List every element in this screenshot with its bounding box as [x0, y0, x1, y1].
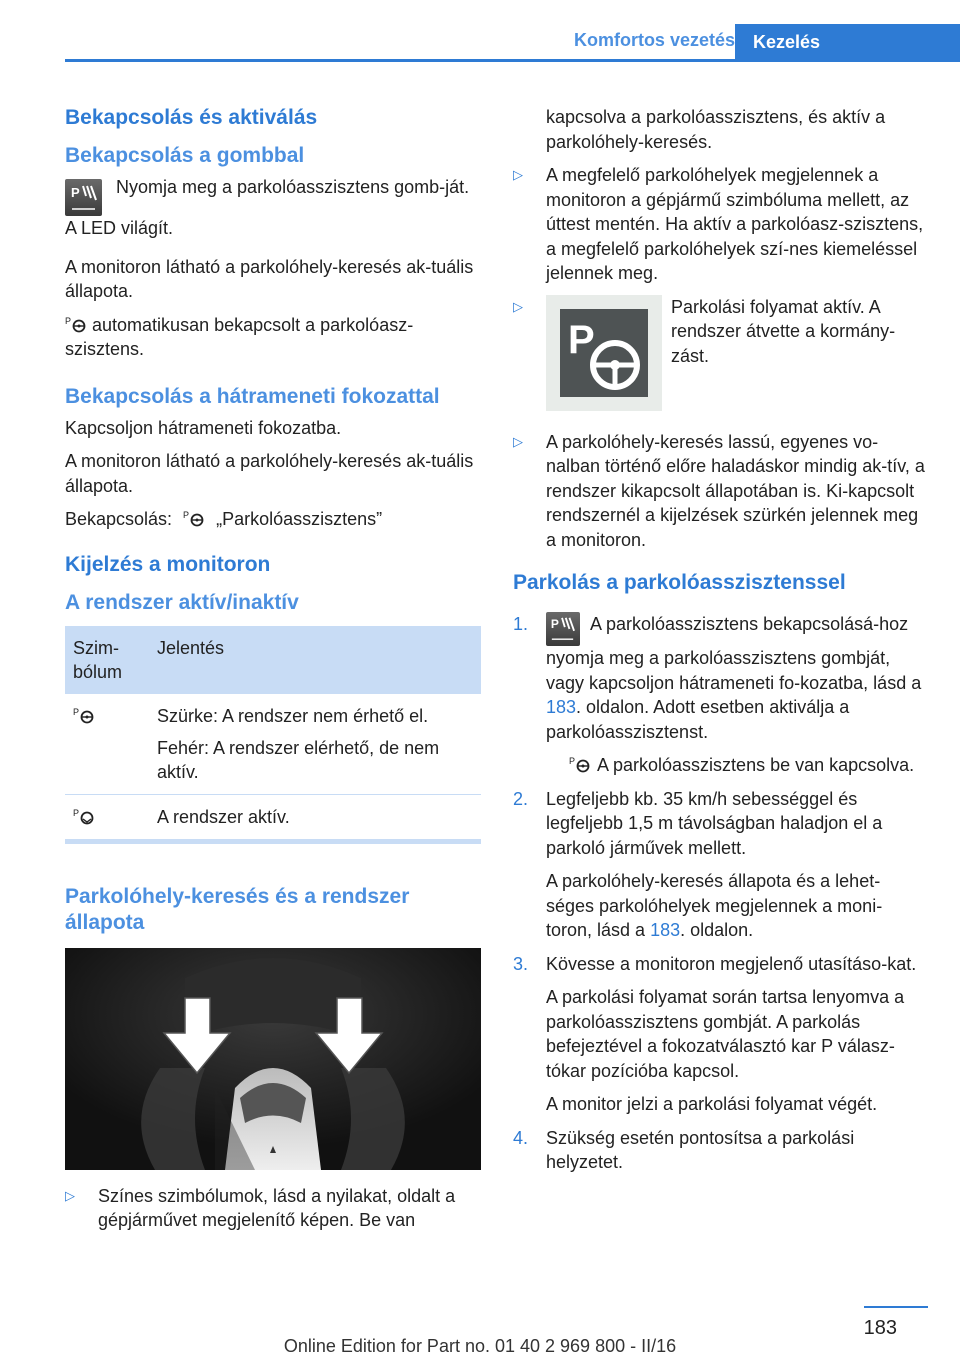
step-4 [513, 1126, 928, 1175]
monitor-status-text: A monitoron látható a parkolóhely-keresés ak-tuális állapota. [65, 256, 474, 301]
step-1-text-a: A parkolóasszisztens bekapcsolásá-hoz nyomja meg a parkolóasszisztens gombját, vagy kapcsoljon hátrameneti fo-kozatba, lásd a [546, 614, 922, 693]
steps-list [513, 612, 928, 1175]
edition-footer: Online Edition for Part no. 01 40 2 969 800 - II/16 [283, 1336, 677, 1356]
park-steering-symbol-icon [65, 315, 87, 333]
switch-on-paragraph [65, 507, 481, 532]
list-item: ▷ Színes szimbólumok, lásd a nyilakat, oldalt a gépjárművet megjelenítő képen. Be van [65, 1184, 481, 1233]
park-assist-button-icon [546, 612, 580, 646]
step-number: 3. [513, 953, 529, 974]
park-active-symbol-icon [73, 807, 95, 825]
step-1 [513, 612, 928, 778]
bullet-list-left [65, 1184, 481, 1233]
auto-on-paragraph [65, 313, 481, 362]
table-header-symbol: Szim-bólum [65, 626, 149, 694]
table-row [65, 794, 481, 841]
heading-active-inactive: A rendszer aktív/inaktív [65, 590, 299, 614]
svg-text:P: P [73, 807, 80, 818]
vehicle-monitor-image [65, 948, 481, 1170]
heading-search-status: Parkolóhely-keresés és a rendszer állapota [65, 884, 410, 934]
heading-button-activation: Bekapcsolás a gombbal [65, 144, 305, 167]
right-column [513, 100, 928, 1184]
header-section: Komfortos vezetés [573, 30, 735, 50]
svg-text:P: ▷ P [568, 317, 595, 362]
header-rule [65, 59, 960, 62]
svg-text:P: P [73, 706, 80, 717]
svg-text:P: P [550, 617, 559, 632]
table-row [65, 694, 481, 795]
heading-reverse-activation: Bekapcsolás a hátrameneti fokozattal [65, 384, 440, 408]
page-link-183[interactable]: 183 [546, 697, 577, 717]
continued-text: kapcsolva a parkolóasszisztens, és aktív a parkolóhely-keresés. [546, 107, 886, 152]
step-2 [513, 787, 928, 943]
page-header [65, 24, 960, 62]
heading-activation: Bekapcsolás és aktiválás [65, 106, 318, 129]
park-steering-symbol-icon [73, 706, 95, 724]
row-white-meaning: Fehér: A rendszer elérhető, de nem aktív. [157, 737, 440, 782]
footer-rule [864, 1306, 928, 1308]
page-number: 183 [863, 1317, 897, 1339]
svg-text:P: P [71, 185, 80, 200]
svg-text:P: P [65, 315, 72, 326]
steering-active-text: Parkolási folyamat aktív. A rendszer átvette a kormány-zást. [671, 296, 896, 366]
led-text: A LED világít. [65, 218, 174, 238]
auto-on-text: automatikusan bekapcsolt a parkolóasz-szisztens. [65, 314, 414, 359]
row-active-meaning: A rendszer aktív. [157, 806, 290, 827]
list-item-steering-active [513, 295, 928, 421]
table-header-meaning: Jelentés [149, 626, 481, 694]
svg-text:P: P [569, 756, 576, 766]
button-instruction-text: Nyomja meg a parkolóasszisztens gomb-ját. [116, 177, 470, 197]
step-3 [513, 952, 928, 1117]
step-1-text-b: . oldalon. Adott esetben aktiválja a parkolóasszisztenst. [546, 697, 850, 742]
step-1-sub: A parkolóasszisztens be van kapcsolva. [597, 755, 915, 775]
step-2-sub-a: A parkolóhely-keresés állapota és a lehet-séges parkolóhelyek megjelennek a moni-toron, lásd a [546, 871, 883, 940]
table-header-row [65, 626, 481, 694]
monitor-status-text-2: A monitoron látható a parkolóhely-keresés ak-tuális állapota. [65, 451, 474, 496]
reverse-instruction-text: Kapcsoljon hátrameneti fokozatba. [65, 417, 342, 438]
heading-display: Kijelzés a monitoron [65, 552, 271, 576]
park-steering-symbol-icon [569, 755, 591, 773]
list-item: ▷ A parkolóhely-keresés lassú, egyenes vo-nalban történő előre haladáskor mindig ak-tív, a rendszer kikapcsolt állapotában is. Ki-kapcsolt rendszernél a kijelzések szürkén jelennek meg a monitoron. [513, 430, 928, 553]
step-number: 1. [513, 614, 529, 634]
switch-on-value: „Parkolóasszisztens” [216, 509, 383, 529]
header-chapter: Kezelés [735, 24, 960, 62]
step-2-text: Legfeljebb kb. 35 km/h sebességgel és legfeljebb 1,5 m távolságban haladjon el a parkoló járművek mellett. [546, 788, 883, 858]
row-gray-meaning: Szürke: A rendszer nem érhető el. [157, 705, 429, 726]
svg-text:P: P [183, 510, 190, 520]
step-3-sub2: A monitor jelzi a parkolási folyamat végét. [546, 1094, 878, 1114]
button-instruction-block [65, 175, 481, 216]
list-item: ▷ A megfelelő parkolóhelyek megjelennek a monitoron a gépjármű szimbóluma mellett, az úttest mentén. Ha aktív a parkolóasz-szisztens, a megfelelő parkolóhelyek szí-nes kiemeléssel jelennek meg. [513, 163, 928, 286]
heading-parking: Parkolás a parkolóasszisztenssel [513, 571, 846, 594]
park-assist-button-icon [65, 179, 102, 216]
step-number: 2. [513, 788, 529, 809]
bullet-list-right [513, 163, 928, 552]
switch-on-label: Bekapcsolás: [65, 509, 173, 529]
symbol-table [65, 626, 481, 844]
park-steering-display-icon [546, 295, 662, 411]
left-column [65, 100, 481, 1242]
step-number: 4. [513, 1127, 529, 1148]
park-steering-symbol-icon [183, 509, 205, 527]
page-link-183[interactable]: 183 [650, 920, 681, 940]
step-2-sub-b: . oldalon. [680, 920, 754, 940]
step-3-sub1: A parkolási folyamat során tartsa lenyomva a parkolóasszisztens gombját. A parkolás befejeztével a fokozatválasztó kar P válasz-tókar pozícióba kapcsol. [546, 987, 905, 1081]
step-4-text: Szükség esetén pontosítsa a parkolási helyzetet. [546, 1127, 855, 1172]
step-3-text: Kövesse a monitoron megjelenő utasításo-kat. [546, 953, 917, 974]
